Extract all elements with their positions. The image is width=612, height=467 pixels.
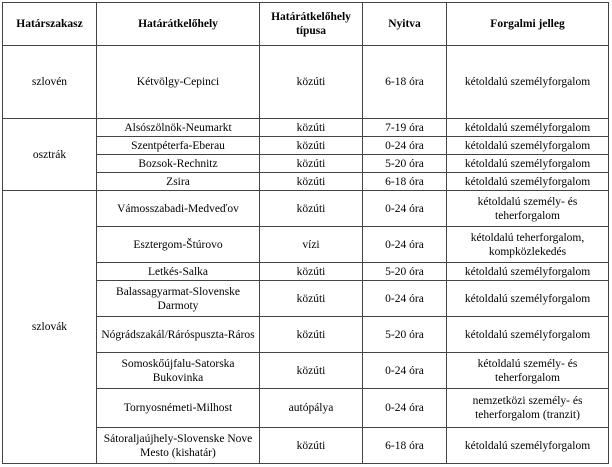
- crossing-cell: Balassagyarmat-Slovenske Darmoty: [97, 281, 260, 317]
- crossing-cell: Tornyosnémeti-Milhost: [97, 389, 260, 428]
- open-cell: 0-24 óra: [363, 191, 447, 227]
- traffic-cell: kétoldalú személyforgalom: [447, 46, 609, 119]
- open-cell: 7-19 óra: [363, 119, 447, 137]
- traffic-cell: kétoldalú személyforgalom: [447, 155, 609, 173]
- border-crossings-table: [2, 2, 609, 464]
- type-cell: közúti: [260, 46, 363, 119]
- type-cell: közúti: [260, 263, 363, 281]
- traffic-cell: kétoldalú személyforgalom: [447, 317, 609, 353]
- type-cell: közúti: [260, 137, 363, 155]
- crossing-cell: Bozsok-Rechnitz: [97, 155, 260, 173]
- open-cell: 0-24 óra: [363, 281, 447, 317]
- traffic-cell: kétoldalú személyforgalom: [447, 263, 609, 281]
- header-row: [3, 3, 609, 46]
- traffic-cell: kétoldalú személy- és teherforgalom: [447, 191, 609, 227]
- header-section: Határszakasz: [3, 3, 97, 46]
- type-cell: közúti: [260, 173, 363, 191]
- table-row: [3, 119, 609, 137]
- open-cell: 5-20 óra: [363, 155, 447, 173]
- type-cell: közúti: [260, 281, 363, 317]
- header-crossing: Határátkelőhely: [97, 3, 260, 46]
- crossing-cell: Sátoraljaújhely-Slovenske Nove Mesto (kishatár): [97, 428, 260, 464]
- type-cell: közúti: [260, 191, 363, 227]
- type-cell: autópálya: [260, 389, 363, 428]
- crossing-cell: Kétvölgy-Cepinci: [97, 46, 260, 119]
- open-cell: 6-18 óra: [363, 173, 447, 191]
- traffic-cell: kétoldalú személyforgalom: [447, 428, 609, 464]
- open-cell: 0-24 óra: [363, 389, 447, 428]
- open-cell: 6-18 óra: [363, 46, 447, 119]
- header-open: Nyitva: [363, 3, 447, 46]
- traffic-cell: nemzetközi személy- és teherforgalom (tranzit): [447, 389, 609, 428]
- open-cell: 0-24 óra: [363, 227, 447, 263]
- crossing-cell: Zsira: [97, 173, 260, 191]
- traffic-cell: kétoldalú személyforgalom: [447, 137, 609, 155]
- table-row: [3, 46, 609, 119]
- traffic-cell: kétoldalú teherforgalom, kompközlekedés: [447, 227, 609, 263]
- type-cell: közúti: [260, 155, 363, 173]
- header-crossing-type: Határátkelőhely típusa: [260, 3, 363, 46]
- type-cell: közúti: [260, 119, 363, 137]
- open-cell: 0-24 óra: [363, 353, 447, 389]
- section-cell: szlovák: [3, 191, 97, 464]
- crossing-cell: Esztergom-Štúrovo: [97, 227, 260, 263]
- crossing-cell: Alsószölnök-Neumarkt: [97, 119, 260, 137]
- open-cell: 5-20 óra: [363, 263, 447, 281]
- crossing-cell: Somoskőújfalu-Satorska Bukovinka: [97, 353, 260, 389]
- crossing-cell: Nógrádszakál/Ráróspuszta-Ráros: [97, 317, 260, 353]
- open-cell: 5-20 óra: [363, 317, 447, 353]
- section-cell: szlovén: [3, 46, 97, 119]
- crossing-cell: Vámosszabadi-Medveďov: [97, 191, 260, 227]
- traffic-cell: kétoldalú személyforgalom: [447, 173, 609, 191]
- crossing-cell: Letkés-Salka: [97, 263, 260, 281]
- type-cell: közúti: [260, 317, 363, 353]
- open-cell: 0-24 óra: [363, 137, 447, 155]
- traffic-cell: kétoldalú személyforgalom: [447, 281, 609, 317]
- type-cell: vízi: [260, 227, 363, 263]
- open-cell: 6-18 óra: [363, 428, 447, 464]
- traffic-cell: kétoldalú személyforgalom: [447, 119, 609, 137]
- section-cell: osztrák: [3, 119, 97, 191]
- crossing-cell: Szentpéterfa-Eberau: [97, 137, 260, 155]
- type-cell: közúti: [260, 428, 363, 464]
- header-traffic: Forgalmi jelleg: [447, 3, 609, 46]
- type-cell: közúti: [260, 353, 363, 389]
- traffic-cell: kétoldalú személy- és teherforgalom: [447, 353, 609, 389]
- table-row: [3, 191, 609, 227]
